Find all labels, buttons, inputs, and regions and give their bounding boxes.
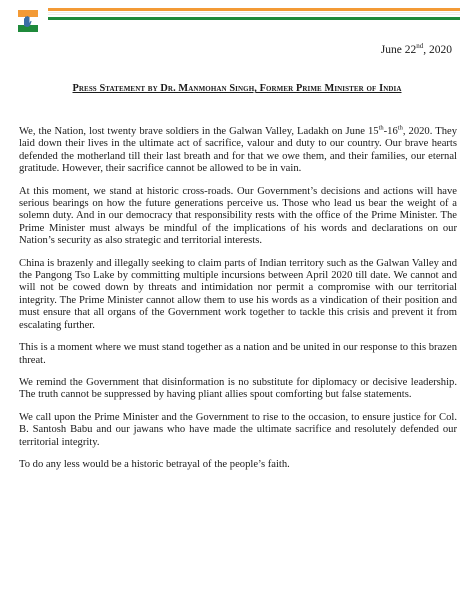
- paragraph-6: We call upon the Prime Minister and the Government to rise to the occasion, to ensure justice for Col. B. Santosh Babu and our jawans who have made the ultimate sacrifice and resolutely defended our territorial integrity.: [19, 411, 457, 448]
- saffron-stripe: [48, 8, 460, 11]
- green-stripe: [48, 17, 460, 20]
- tricolor-stripes: [48, 8, 460, 36]
- press-statement-title: Press Statement by Dr. Manmohan Singh, Former Prime Minister of India: [72, 83, 402, 94]
- white-stripe: [48, 12, 460, 15]
- statement-date: June 22nd, 2020: [380, 42, 452, 56]
- letterhead: [14, 8, 460, 36]
- paragraph-2: At this moment, we stand at historic cross-roads. Our Government’s decisions and actions will have serious bearings on how the future generations perceive us. Those who lead us bear the weight of a solemn duty. And in our democracy that responsibility rests with the office of the Prime Minister. The Prime Minister must always be mindful of the implications of his words and declarations on our Nation’s security as also strategic and territorial interests.: [19, 185, 457, 247]
- paragraph-4: This is a moment where we must stand together as a nation and be united in our response to this brazen threat.: [19, 342, 457, 366]
- paragraph-3: China is brazenly and illegally seeking to claim parts of Indian territory such as the Galwan Valley and the Pangong Tso Lake by committing multiple incursions between April 2020 till date. We cannot and will not be cowed down by threats and intimidation nor permit a compromise with our territorial integrity. The Prime Minister cannot allow them to use his words as a vindication of their position and must ensure that all organs of the Government work together to tackle this crisis and prevent it from escalating further.: [19, 257, 457, 331]
- congress-hand-logo-icon: [18, 10, 38, 32]
- statement-body: [19, 126, 457, 481]
- paragraph-5: We remind the Government that disinformation is no substitute for diplomacy or decisive leadership. The truth cannot be suppressed by having pliant allies spout comforting but false statements.: [19, 376, 457, 401]
- paragraph-1: We, the Nation, lost twenty brave soldiers in the Galwan Valley, Ladakh on June 15th-16th, 2020. They laid down their lives in the ultimate act of sacrifice, valour and duty to our country. Our brave hearts defended the motherland till their last breath and for that we owe them, and their families, our eternal gratitude. However, their sacrifice cannot be allowed to be in vain.: [19, 124, 458, 175]
- paragraph-7: To do any less would be a historic betrayal of the people’s faith.: [19, 458, 290, 470]
